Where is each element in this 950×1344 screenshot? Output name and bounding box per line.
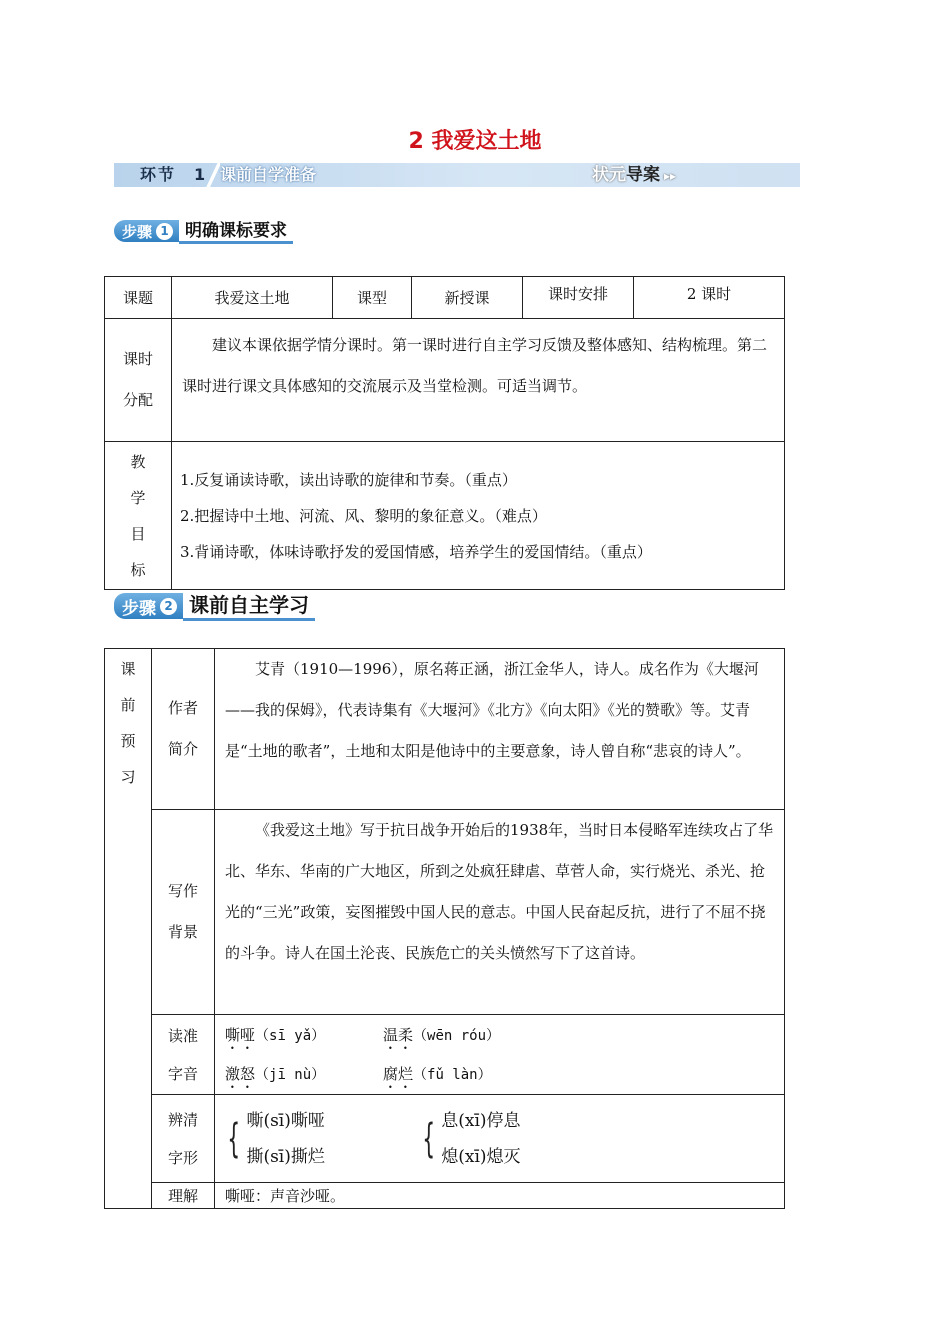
- preview-table: [104, 648, 785, 1209]
- cell-allocation-text: 建议本课依据学情分课时。第一课时进行自主学习反馈及整体感知、结构梳理。第二课时进行课文具体感知的交流展示及当堂检测。可适当调节。: [172, 319, 785, 442]
- pron-pinyin: （jī nù）: [255, 1066, 326, 1083]
- banner-divider: [206, 163, 220, 187]
- table-row: [105, 277, 785, 319]
- step-1-label: 明确课标要求: [179, 218, 293, 244]
- banner-brand-a: 状元: [592, 165, 626, 185]
- allocation-label-b: 分配: [122, 391, 153, 409]
- goals-label-char: 标: [130, 560, 146, 579]
- cell-understand-label: 理解: [152, 1183, 215, 1209]
- brace-icon: {: [422, 1115, 435, 1162]
- table-row: [105, 442, 785, 590]
- cell-pronunciation-list: [215, 1015, 785, 1095]
- pronunciation-row: [225, 1055, 774, 1094]
- pron-pinyin: （sī yǎ）: [255, 1027, 326, 1044]
- banner-number: 1: [194, 165, 206, 184]
- glyph-group-right: [416, 1103, 521, 1175]
- cell-goals-list: [172, 442, 785, 590]
- cell-topic-label: 课题: [105, 277, 172, 319]
- cell-type-value: 新授课: [412, 277, 523, 319]
- cell-type-label: 课型: [333, 277, 412, 319]
- step-2-heading: [114, 593, 315, 619]
- cell-glyph-groups: [215, 1095, 785, 1183]
- pron-word: 嘶哑: [225, 1025, 256, 1044]
- banner-brand: [592, 163, 676, 187]
- table-row: [105, 1015, 785, 1095]
- pron-word: 激怒: [225, 1064, 256, 1083]
- background-label-b: 背景: [167, 923, 198, 941]
- side-char: 前: [120, 696, 136, 714]
- glyph-label-a: 辨清: [167, 1110, 198, 1129]
- goals-label-char: 目: [130, 524, 146, 543]
- side-char: 预: [120, 732, 136, 750]
- glyph-item: 撕(sī)撕烂: [246, 1146, 325, 1167]
- step-2-prefix: 步骤: [122, 598, 156, 619]
- background-label-a: 写作: [167, 882, 198, 900]
- cell-pronunciation-label: [152, 1015, 215, 1095]
- allocation-label-a: 课时: [122, 350, 153, 368]
- cell-preview-side: [105, 649, 152, 1209]
- cell-schedule-label: 课时安排: [523, 277, 634, 319]
- cell-glyph-label: [152, 1095, 215, 1183]
- step-2-badge: [114, 593, 183, 619]
- side-char: 习: [120, 768, 136, 786]
- table-row: [105, 319, 785, 442]
- step-1-number: 1: [156, 223, 173, 240]
- banner-brand-b: 导案: [626, 165, 660, 185]
- cell-goals-label: [105, 442, 172, 590]
- cell-topic-value: 我爱这土地: [172, 277, 333, 319]
- goal-item: 1.反复诵读诗歌，读出诗歌的旋律和节奏。（重点）: [180, 470, 517, 489]
- pronunciation-row: [225, 1016, 774, 1055]
- pron-pinyin: （fǔ làn）: [413, 1066, 492, 1083]
- glyph-item: 熄(xī)熄灭: [441, 1146, 521, 1167]
- goals-label-char: 学: [130, 488, 146, 507]
- glyph-item: 息(xī)停息: [441, 1110, 521, 1131]
- cell-schedule-value: 2 课时: [634, 277, 785, 319]
- goal-item: 2.把握诗中土地、河流、风、黎明的象征意义。（难点）: [180, 506, 547, 525]
- glyph-group-left: [221, 1103, 411, 1175]
- cell-understand-text: 嘶哑：声音沙哑。: [215, 1183, 785, 1209]
- pronunciation-label-b: 字音: [167, 1064, 198, 1083]
- author-label-a: 作者: [167, 699, 198, 717]
- cell-background-text: 《我爱这土地》写于抗日战争开始后的1938年，当时日本侵略军连续攻占了华北、华东、华南的广大地区，所到之处疯狂肆虐、草菅人命，实行烧光、杀光、抢光的“三光”政策，妄图摧毁中国人民的意志。中国人民奋起反抗，进行了不屈不挠的斗争。诗人在国土沦丧、民族危亡的关头愤然写下了这首诗。: [215, 810, 785, 1015]
- pron-word: 温柔: [383, 1025, 414, 1044]
- glyph-item: 嘶(sī)嘶哑: [246, 1110, 325, 1131]
- table-row: [105, 1183, 785, 1209]
- step-2-label: 课前自主学习: [183, 591, 315, 621]
- step-1-prefix: 步骤: [122, 222, 153, 241]
- curriculum-table: [104, 276, 785, 590]
- cell-allocation-label: [105, 319, 172, 442]
- glyph-label-b: 字形: [167, 1148, 198, 1167]
- author-label-b: 简介: [167, 740, 198, 758]
- pronunciation-label-a: 读准: [167, 1026, 198, 1045]
- table-row: [105, 810, 785, 1015]
- step-2-number: 2: [160, 598, 177, 615]
- cell-author-text: 艾青（1910—1996），原名蒋正涵，浙江金华人，诗人。成名作为《大堰河——我的保姆》，代表诗集有《大堰河》《北方》《向太阳》《光的赞歌》等。艾青是“土地的歌者”，土地和太阳是他诗中的主要意象，诗人曾自称“悲哀的诗人”。: [215, 649, 785, 810]
- table-row: [105, 649, 785, 810]
- pron-pinyin: （wēn róu）: [413, 1027, 501, 1044]
- step-1-heading: [114, 218, 293, 244]
- goals-label-char: 教: [130, 452, 146, 471]
- cell-background-label: [152, 810, 215, 1015]
- double-arrow-icon: ▸▸: [664, 169, 677, 183]
- cell-author-label: [152, 649, 215, 810]
- banner-link-label: 环节: [140, 165, 177, 184]
- brace-icon: {: [227, 1115, 241, 1162]
- page-title: 2 我爱这土地: [408, 129, 542, 154]
- table-row: [105, 1095, 785, 1183]
- step-1-badge: [114, 220, 179, 242]
- banner-section-title: 课前自学准备: [220, 165, 317, 184]
- side-char: 课: [120, 660, 136, 678]
- pron-word: 腐烂: [383, 1064, 414, 1083]
- section-banner: [114, 163, 800, 187]
- goal-item: 3.背诵诗歌，体味诗歌抒发的爱国情感，培养学生的爱国情结。（重点）: [180, 542, 652, 561]
